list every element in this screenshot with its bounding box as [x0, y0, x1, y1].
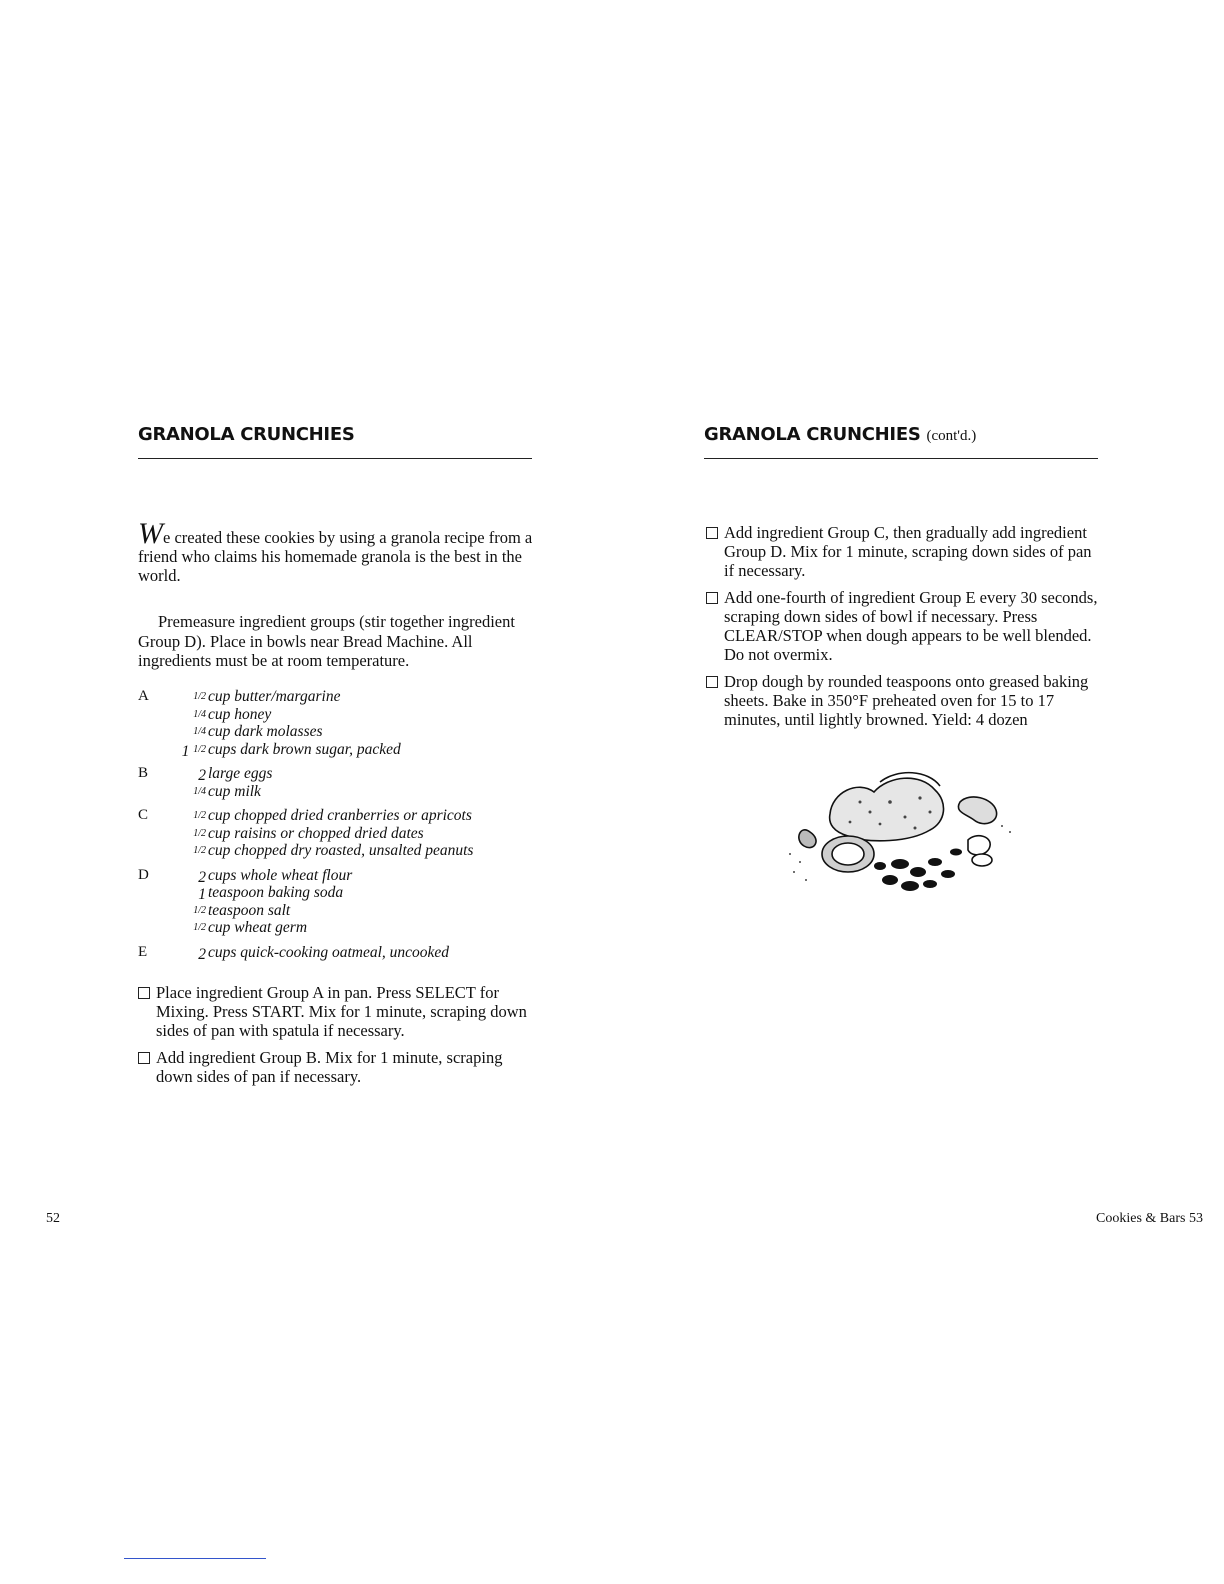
checkbox-square-icon [706, 527, 718, 539]
ingredient-item: cups dark brown sugar, packed [208, 740, 401, 758]
ingredient-quantity: 2 [198, 868, 206, 886]
page-title-contd: GRANOLA CRUNCHIES (cont'd.) [704, 424, 977, 445]
page-title: GRANOLA CRUNCHIES [138, 424, 355, 445]
checkbox-square-icon [706, 592, 718, 604]
ingredient-list [138, 688, 558, 968]
ingredient-quantity: 1/4 [193, 726, 206, 737]
granola-cookies-illustration-icon [770, 762, 1020, 902]
ingredient-item: cup raisins or chopped dried dates [208, 824, 424, 842]
ingredient-quantity: 2 [198, 767, 206, 784]
ingredient-quantity: 1/2 [193, 810, 206, 821]
checkbox-square-icon [706, 676, 718, 688]
ingredient-group [138, 944, 558, 962]
ingredient-quantity: 1/2 [193, 691, 206, 702]
ingredient-item: cup chopped dry roasted, unsalted peanuts [208, 842, 474, 859]
title-rule [138, 458, 532, 459]
ingredient-group-label: C [138, 807, 149, 823]
page-number-left: 52 [46, 1211, 60, 1226]
ingredient-line [138, 884, 558, 902]
ingredient-line [138, 741, 558, 759]
ingredient-line [138, 723, 558, 741]
ingredient-group-label: B [138, 765, 149, 781]
ingredient-line [138, 783, 558, 801]
ingredient-group [138, 688, 558, 758]
ingredient-quantity: 1/2 [193, 827, 206, 839]
ingredient-item: cup chopped dried cranberries or apricots [208, 807, 472, 824]
ingredient-quantity: 2 [198, 945, 206, 963]
ingredient-group-label: D [138, 866, 149, 883]
ingredient-line [138, 688, 558, 706]
ingredient-quantity: 1 [198, 886, 206, 903]
ingredient-item: large eggs [208, 765, 273, 782]
ingredient-quantity: 1/2 [193, 922, 206, 933]
ingredient-group [138, 765, 558, 800]
ingredient-item: cups whole wheat flour [208, 866, 353, 884]
ingredient-group [138, 807, 558, 860]
prep-paragraph: Premeasure ingredient groups (stir together ingredient Group D). Place in bowls near Bread Machine. All ingredients must be at room temperature. [138, 612, 515, 670]
recipe-step: Place ingredient Group A in pan. Press SELECT for Mixing. Press START. Mix for 1 minute, scraping down sides of pan with spatula if necessary. [138, 983, 528, 1040]
recipe-step: Add ingredient Group C, then gradually add ingredient Group D. Mix for 1 minute, scraping down sides of pan if necessary. [706, 523, 1098, 580]
contd-label: (cont'd.) [926, 428, 977, 444]
ingredient-line [138, 807, 558, 825]
footer-underline [124, 1558, 266, 1559]
ingredient-item: cup wheat germ [208, 919, 308, 936]
recipe-step: Add one-fourth of ingredient Group E every 30 seconds, scraping down sides of bowl if necessary. Press CLEAR/STOP when dough appears to be well blended. Do not overmix. [706, 588, 1098, 664]
ingredient-line [138, 842, 558, 860]
ingredient-group-label: E [138, 943, 148, 960]
page-footer-right: Cookies & Bars 53 [1096, 1211, 1203, 1226]
ingredient-line [138, 919, 558, 937]
ingredient-quantity: 1/2 [193, 904, 206, 916]
ingredient-item: cup honey [208, 705, 272, 723]
ingredient-item: cup butter/margarine [208, 688, 341, 705]
ingredient-line [138, 867, 558, 885]
recipe-step: Add ingredient Group B. Mix for 1 minute, scraping down sides of pan if necessary. [138, 1048, 528, 1086]
ingredient-item: cup dark molasses [208, 723, 323, 740]
ingredient-line [138, 765, 558, 783]
ingredient-quantity: 1/2 [193, 845, 206, 856]
ingredient-line [138, 944, 558, 962]
checkbox-square-icon [138, 1052, 150, 1064]
intro-paragraph: We created these cookies by using a granola recipe from a friend who claims his homemade granola is the best in the world. [138, 517, 533, 585]
checkbox-square-icon [138, 987, 150, 999]
ingredient-line [138, 825, 558, 843]
ingredient-item: teaspoon baking soda [208, 884, 344, 901]
ingredient-quantity: 1 $^{1/2}$ [181, 742, 206, 760]
recipe-step: Drop dough by rounded teaspoons onto greased baking sheets. Bake in 350°F preheated oven for 15 to 17 minutes, until lightly browned. Yield: 4 dozen [706, 672, 1098, 729]
ingredient-group [138, 867, 558, 937]
ingredient-item: cups quick-cooking oatmeal, uncooked [208, 943, 450, 961]
step-list [706, 523, 1098, 737]
ingredient-quantity: 1/4 [193, 785, 206, 797]
drop-cap: W [138, 517, 163, 550]
step-list [138, 983, 528, 1094]
ingredient-line [138, 706, 558, 724]
ingredient-line [138, 902, 558, 920]
ingredient-group-label: A [138, 688, 149, 704]
title-rule [704, 458, 1098, 459]
ingredient-item: teaspoon salt [208, 901, 291, 919]
ingredient-item: cup milk [208, 782, 261, 800]
ingredient-quantity: 1/4 [193, 708, 206, 720]
